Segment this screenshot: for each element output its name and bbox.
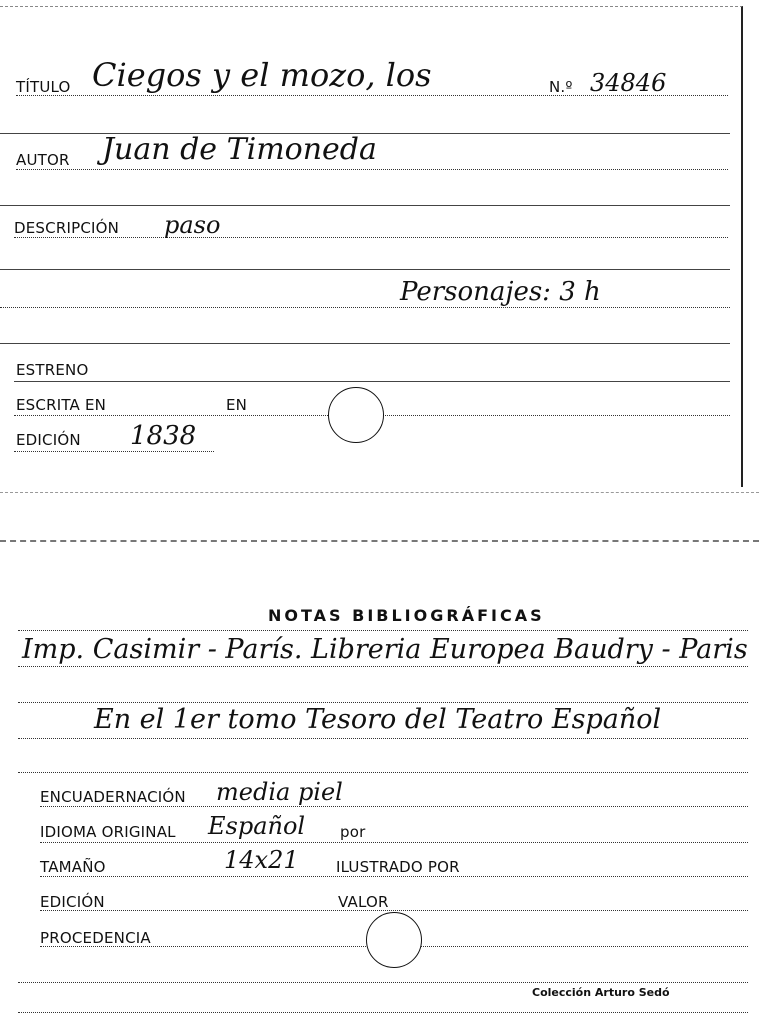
rule [18, 772, 748, 773]
encuadernacion-rule [40, 806, 748, 807]
notas-heading: NOTAS BIBLIOGRÁFICAS [268, 606, 545, 625]
titulo-value: Ciegos y el mozo, los [92, 56, 432, 94]
rule [18, 630, 748, 631]
descripcion-value: paso [164, 211, 221, 239]
titulo-label: TÍTULO [16, 78, 71, 96]
descripcion-label: DESCRIPCIÓN [14, 219, 120, 237]
card-front [0, 6, 743, 487]
autor-value: Juan de Timoneda [102, 132, 377, 167]
punch-hole [328, 387, 384, 443]
rule [0, 205, 730, 206]
por-label: por [340, 823, 366, 841]
procedencia-label: PROCEDENCIA [40, 929, 151, 947]
idioma-rule [40, 842, 748, 843]
card-back [0, 540, 759, 1022]
estreno-label: ESTRENO [16, 361, 89, 379]
rule [0, 343, 730, 344]
edicion-back-label: EDICIÓN [40, 893, 105, 911]
edicion-rule [40, 910, 748, 911]
idioma-value: Español [208, 812, 306, 840]
personajes-value: Personajes: 3 h [400, 277, 601, 307]
escrita-label: ESCRITA EN [16, 396, 107, 414]
numero-value: 34846 [590, 69, 667, 97]
descripcion-rule [14, 237, 728, 238]
numero-label: N.º [549, 78, 573, 96]
edicion-value: 1838 [130, 421, 197, 451]
autor-label: AUTOR [16, 151, 70, 169]
note-rule-2 [18, 738, 748, 739]
rule [0, 269, 730, 270]
edicion-rule [14, 451, 214, 452]
coleccion-label: Colección Arturo Sedó [532, 986, 670, 999]
en-label: EN [226, 396, 248, 414]
tamano-label: TAMAÑO [40, 858, 106, 876]
rule [18, 1012, 748, 1013]
valor-label: VALOR [338, 893, 389, 911]
ilustrado-label: ILUSTRADO POR [336, 858, 460, 876]
note-line-1: Imp. Casimir - París. Libreria Europea Baudry - Paris [22, 634, 748, 665]
autor-rule [16, 169, 728, 170]
tamano-rule [40, 876, 748, 877]
rule [0, 307, 730, 308]
encuadernacion-label: ENCUADERNACIÓN [40, 788, 186, 806]
punch-hole [366, 912, 422, 968]
note-rule-1 [18, 666, 748, 667]
edicion-label: EDICIÓN [16, 431, 81, 449]
note-line-2: En el 1er tomo Tesoro del Teatro Español [94, 704, 662, 735]
tamano-value: 14x21 [224, 846, 299, 874]
idioma-label: IDIOMA ORIGINAL [40, 823, 176, 841]
rule [18, 702, 748, 703]
rule [18, 982, 748, 983]
estreno-rule [14, 381, 730, 382]
card-divider [0, 492, 759, 493]
encuadernacion-value: media piel [216, 778, 343, 806]
